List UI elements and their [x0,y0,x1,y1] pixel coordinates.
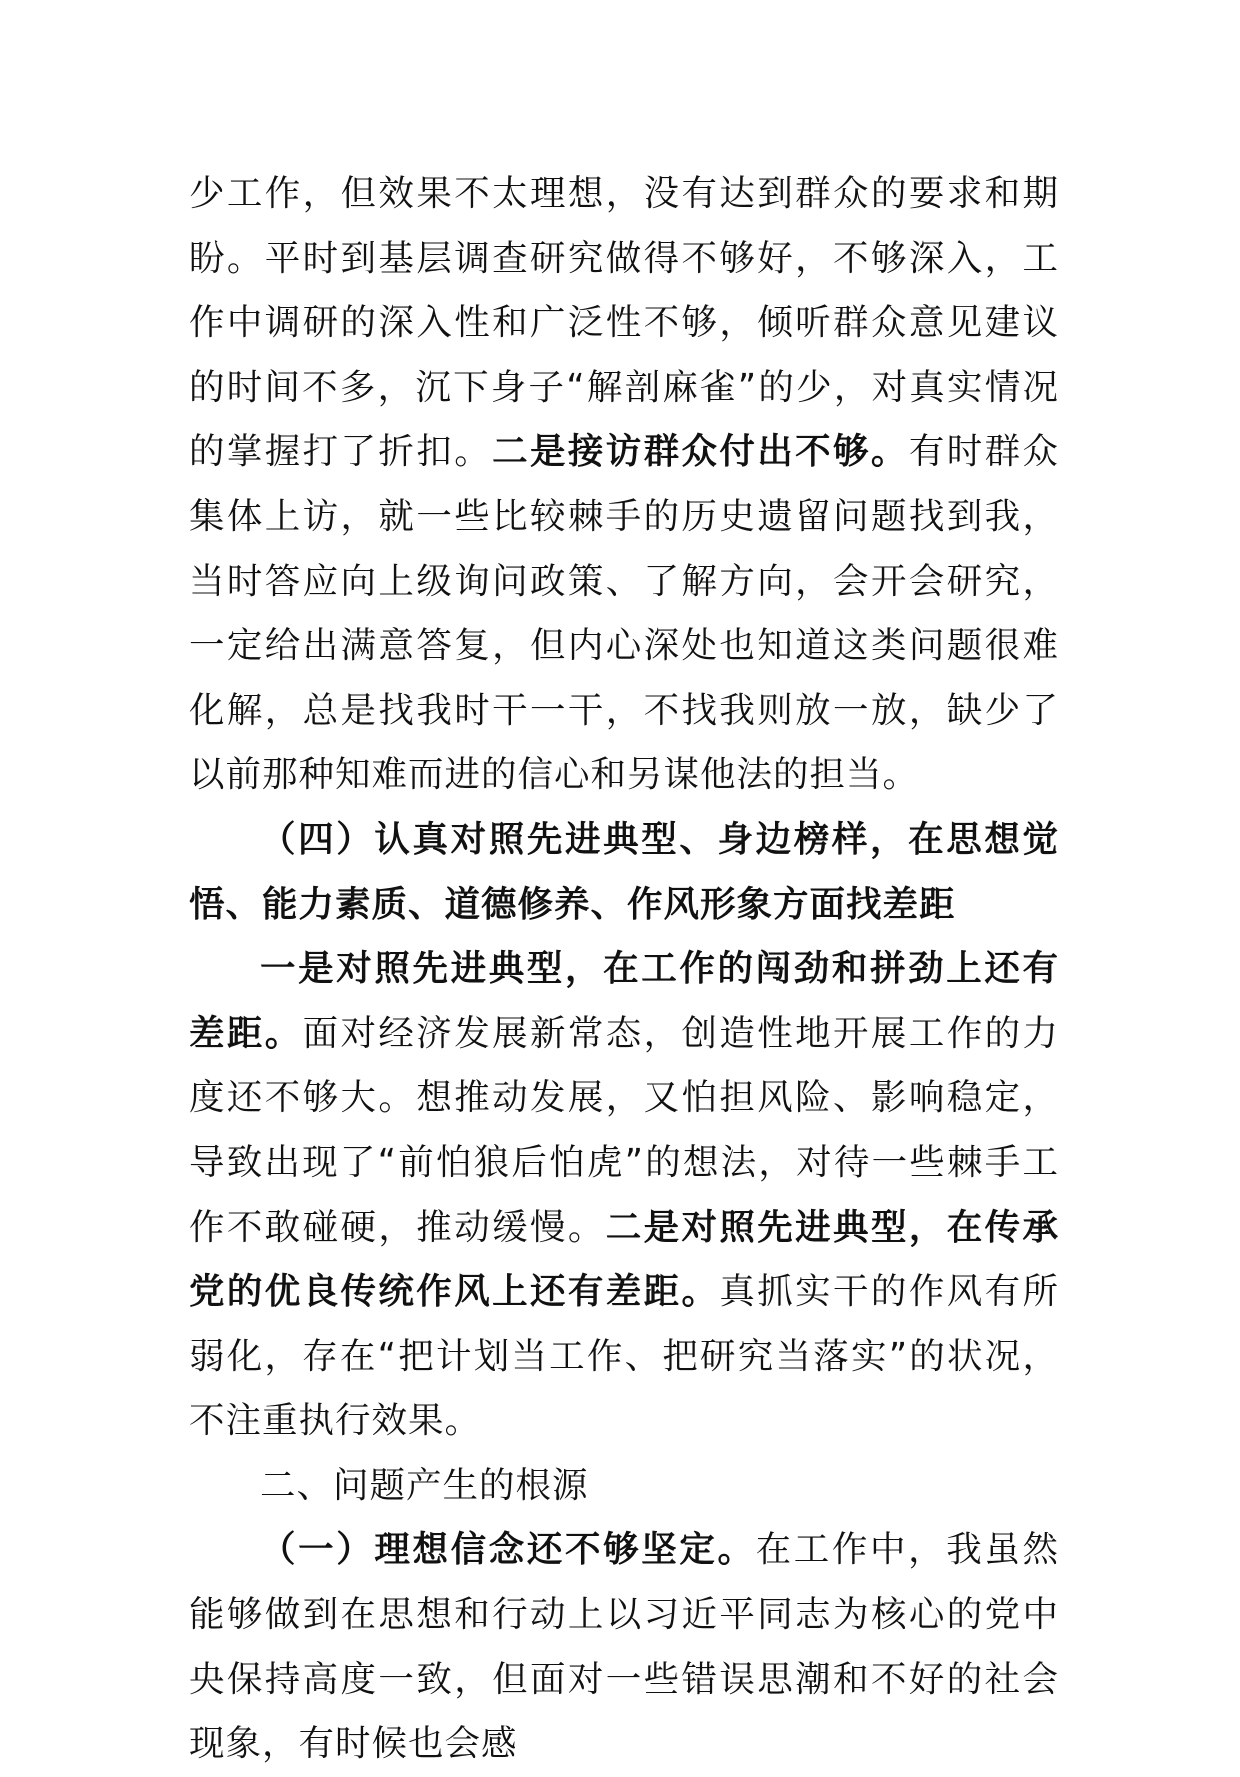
chapter-heading [189,1454,1059,1519]
section-heading-4 [189,808,1059,937]
text-run: 面对经济发展新常态，创造性地开展工作的力度还不够大。想推动发展，又怕担风险、影响稳定，导致出现了“前怕狼后怕虎”的想法，对待一些棘手工作不敢碰硬，推动缓慢。 [189,1012,1059,1248]
text-run: 有时群众集体上访，就一些比较棘手的历史遗留问题找到我，当时答应向上级询问政策、了解方向，会开会研究，一定给出满意答复，但内心深处也知道这类问题很难化解，总是找我时干一干，不找我则放一放，缺少了以前那种知难而进的信心和另谋他法的担当。 [189,431,1059,796]
document-body [189,162,1059,1777]
text-run: 少工作，但效果不太理想，没有达到群众的要求和期盼。平时到基层调查研究做得不够好，不够深入，工作中调研的深入性和广泛性不够，倾听群众意见建议的时间不多，沉下身子“解剖麻雀”的少，对真实情况的掌握打了折扣。 [189,173,1059,473]
paragraph-comparison [189,937,1059,1454]
text-run: 二、问题产生的根源 [260,1464,589,1506]
text-run: 真抓实干的作风有所弱化，存在“把计划当工作、把研究当落实”的状况，不注重执行效果。 [189,1271,1059,1442]
text-run: 在工作中，我虽然能够做到在思想和行动上以习近平同志为核心的党中央保持高度一致，但面对一些错误思潮和不好的社会现象，有时候也会感 [189,1529,1059,1765]
paragraph-ideals [189,1518,1059,1776]
bold-text-run: （一）理想信念还不够坚定。 [260,1529,756,1571]
bold-text-run: 一是对照先进典型，在工作的闯劲和拼劲上还有差距。 [189,948,1059,1054]
bold-text-run: （四）认真对照先进典型、身边榜样，在思想觉悟、能力素质、道德修养、作风形象方面找差距 [189,818,1059,925]
bold-text-run: 二是对照先进典型，在传承党的优良传统作风上还有差距。 [189,1206,1059,1313]
paragraph-continuation [189,162,1059,808]
bold-text-run: 二是接访群众付出不够。 [492,431,909,473]
